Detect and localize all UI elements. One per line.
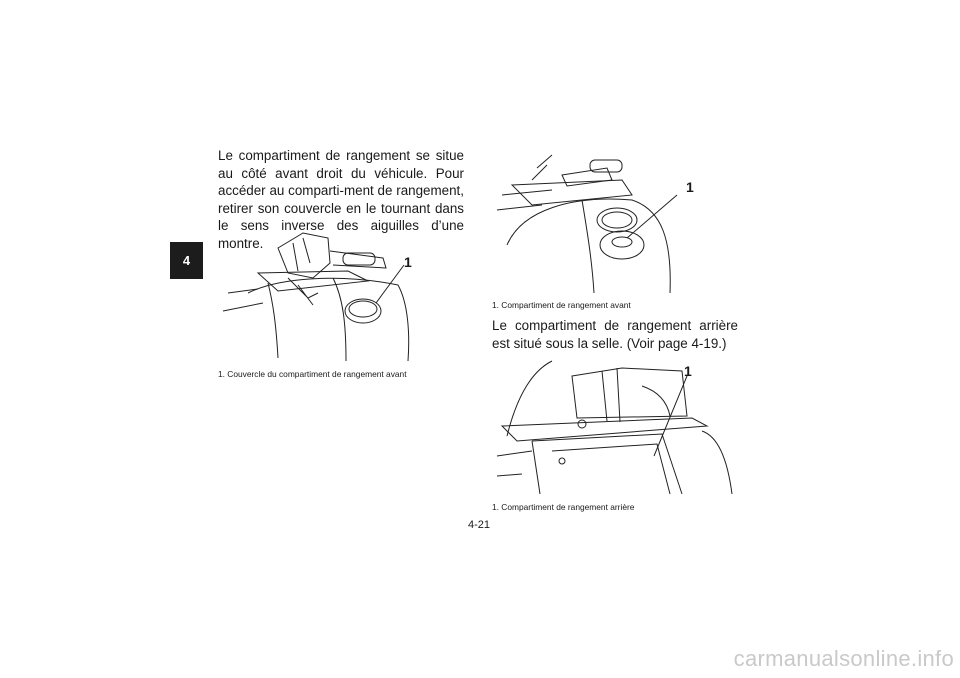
right-top-figure-caption: 1. Compartiment de rangement avant bbox=[492, 300, 631, 310]
callout-number: 1 bbox=[404, 254, 412, 270]
chapter-tab: 4 bbox=[170, 242, 203, 279]
figure-front-storage-cover bbox=[218, 223, 418, 363]
right-paragraph: Le compartiment de rangement arrière est situé sous la selle. (Voir page 4-19.) bbox=[492, 318, 738, 351]
figure-front-storage-compartment bbox=[492, 150, 692, 295]
callout-number: 1 bbox=[684, 363, 692, 379]
left-figure-caption: 1. Couvercle du compartiment de rangement avant bbox=[218, 369, 407, 379]
callout-number: 1 bbox=[686, 179, 694, 195]
right-bottom-figure-caption: 1. Compartiment de rangement arrière bbox=[492, 502, 635, 512]
watermark: carmanualsonline.info bbox=[733, 646, 954, 671]
page-number: 4-21 bbox=[468, 519, 491, 531]
left-paragraph: Le compartiment de rangement se situe au côté avant droit du véhicule. Pour accéder au comparti-ment de rangement, retirer son couvercle en le tournant dans le sens inverse des aiguilles d’une montre. bbox=[218, 148, 464, 251]
figure-rear-storage-compartment bbox=[492, 356, 740, 496]
